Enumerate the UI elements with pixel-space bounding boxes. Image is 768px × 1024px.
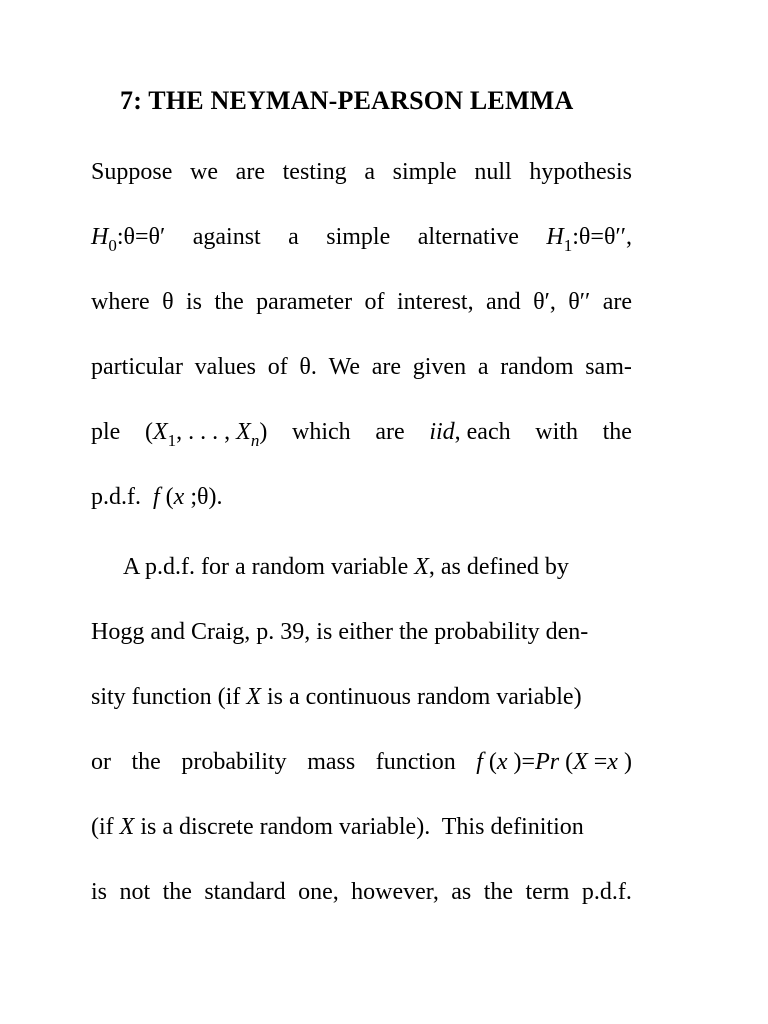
- text-segment: is a continuous random variable): [260, 684, 582, 710]
- f-symbol: f: [153, 484, 160, 510]
- iid-phrase: [429, 418, 510, 448]
- text-segment: A p.d.f. for a random variable: [123, 554, 415, 580]
- word: is: [185, 289, 202, 315]
- word: θ: [162, 289, 174, 315]
- word: given: [412, 354, 467, 380]
- text-line-8: [91, 618, 632, 646]
- paren: (: [482, 749, 497, 775]
- word: particular: [91, 354, 183, 380]
- text-line-7: [91, 553, 632, 581]
- word: θ′,: [533, 289, 556, 315]
- word: the: [131, 749, 161, 775]
- h1-statement: :θ=θ′′,: [572, 224, 632, 250]
- word: standard: [204, 879, 286, 905]
- text-line-6: [91, 483, 632, 511]
- x1-symbol: X: [153, 419, 168, 445]
- word: are: [235, 159, 265, 185]
- paren: (: [559, 749, 574, 775]
- sample-vector: [145, 418, 267, 448]
- word: one,: [298, 879, 339, 905]
- word: the: [483, 879, 514, 905]
- word: p.d.f.: [91, 484, 141, 510]
- iid-term: iid: [429, 419, 455, 445]
- word: of: [267, 354, 288, 380]
- word: mass: [307, 749, 356, 775]
- section-heading: 7: THE NEYMAN-PEARSON LEMMA: [120, 86, 574, 115]
- word: the: [602, 419, 632, 445]
- equals: =: [587, 749, 608, 775]
- word: however,: [351, 879, 439, 905]
- word: We: [328, 354, 361, 380]
- word: random: [500, 354, 574, 380]
- word: ple: [91, 419, 121, 445]
- word: we: [190, 159, 218, 185]
- paren: ): [617, 749, 632, 775]
- word: are: [375, 419, 405, 445]
- word: hypothesis: [529, 159, 632, 185]
- word: term: [525, 879, 570, 905]
- word: θ.: [299, 354, 317, 380]
- text-line-3: [91, 288, 632, 316]
- word: probability: [181, 749, 287, 775]
- h1-symbol: H: [546, 224, 564, 250]
- word: θ′′: [568, 289, 591, 315]
- x1-subscript: 1: [167, 431, 177, 450]
- word: a: [364, 159, 375, 185]
- word: testing: [282, 159, 347, 185]
- pr-symbol: Pr: [535, 749, 560, 775]
- word: a: [477, 354, 489, 380]
- h0-symbol: H: [91, 224, 109, 250]
- text-segment: , as defined by: [428, 554, 569, 580]
- word: or: [91, 749, 111, 775]
- text-line-11: [91, 813, 632, 841]
- equals: )=: [507, 749, 536, 775]
- text-segment: Hogg and Craig, p. 39, is either the probability den-: [91, 619, 589, 645]
- text-line-10: [91, 748, 632, 776]
- word: and: [486, 289, 521, 315]
- word: where: [91, 289, 150, 315]
- word: function: [375, 749, 456, 775]
- X-symbol: X: [119, 814, 135, 840]
- word: which: [292, 419, 351, 445]
- text-line-5: [91, 418, 632, 448]
- word: the: [162, 879, 192, 905]
- word: sam-: [585, 354, 632, 380]
- word: Suppose: [91, 159, 173, 185]
- pmf-formula: [476, 748, 632, 776]
- text-segment: (if: [91, 814, 120, 840]
- close-paren: ): [259, 419, 268, 445]
- word: parameter: [256, 289, 353, 315]
- word: with: [535, 419, 578, 445]
- h0-subscript: 0: [108, 236, 117, 255]
- xn-symbol: X: [236, 419, 251, 445]
- ellipsis: , . . . ,: [176, 419, 231, 445]
- text-line-4: [91, 353, 632, 381]
- alternative-hypothesis: [546, 223, 632, 253]
- text-line-12: [91, 878, 632, 906]
- word: values: [194, 354, 256, 380]
- word: as: [451, 879, 472, 905]
- word: simple: [326, 224, 391, 250]
- x-symbol: x: [173, 484, 185, 510]
- word: is: [91, 879, 108, 905]
- X-symbol: X: [414, 554, 429, 580]
- X-symbol: X: [246, 684, 261, 710]
- word: null: [474, 159, 512, 185]
- word: interest,: [396, 289, 474, 315]
- h1-subscript: 1: [563, 236, 573, 255]
- x-symbol: x: [496, 749, 508, 775]
- X-symbol: X: [573, 749, 588, 775]
- word: p.d.f.: [581, 879, 632, 905]
- xn-subscript: n: [250, 431, 260, 450]
- f-symbol: f: [476, 749, 483, 775]
- null-hypothesis: [91, 223, 165, 253]
- word: against: [192, 224, 261, 250]
- word: simple: [392, 159, 457, 185]
- word: a: [288, 224, 299, 250]
- h0-statement: :θ=θ′: [116, 224, 166, 250]
- text-line-9: [91, 683, 632, 711]
- text-segment: is a discrete random variable). This definition: [134, 814, 584, 840]
- word: are: [602, 289, 632, 315]
- x-symbol: x: [607, 749, 618, 775]
- word: alternative: [417, 224, 519, 250]
- text-line-2: [91, 223, 632, 253]
- word: are: [371, 354, 402, 380]
- paren: (: [159, 484, 174, 510]
- theta-arg: ;θ).: [184, 484, 223, 510]
- text-line-1: [91, 158, 632, 186]
- word: , each: [454, 419, 511, 445]
- word: not: [119, 879, 151, 905]
- text-segment: sity function (if: [91, 684, 247, 710]
- word: of: [364, 289, 385, 315]
- open-paren: (: [145, 419, 153, 445]
- word: the: [214, 289, 244, 315]
